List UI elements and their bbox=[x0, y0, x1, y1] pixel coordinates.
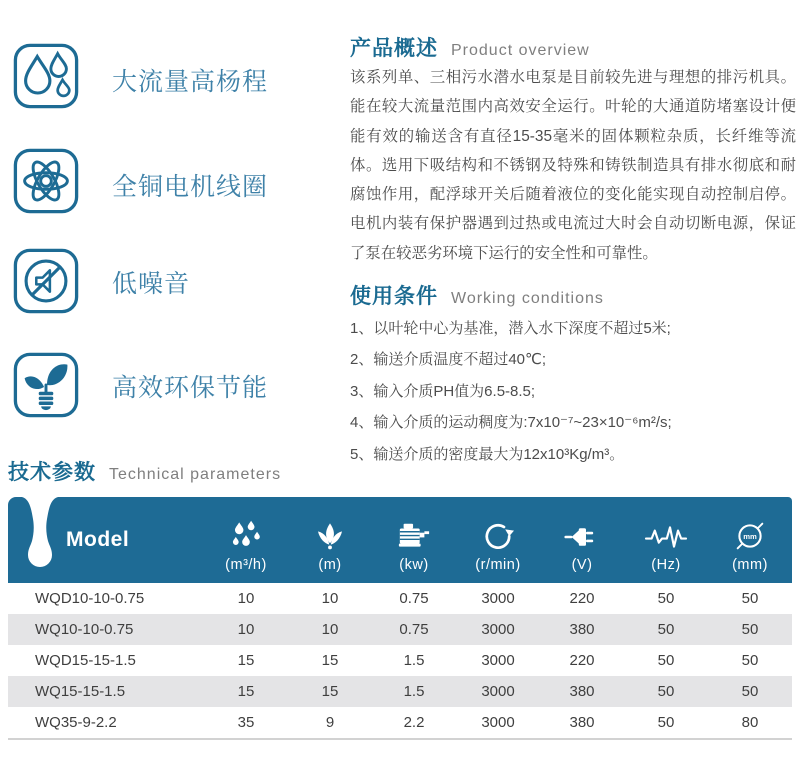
power-motor-icon bbox=[395, 513, 433, 553]
condition-item: 4、输入介质的运动稠度为:7x10⁻⁷~23×10⁻⁶m²/s; bbox=[350, 414, 672, 432]
table-row bbox=[8, 676, 792, 707]
model-cell: WQ15-15-1.5 bbox=[35, 683, 126, 700]
svg-text:mm: mm bbox=[743, 531, 757, 541]
condition-item: 5、输送介质的密度最大为12x10³Kg/m³。 bbox=[350, 445, 625, 463]
head-cell: 10 bbox=[321, 590, 339, 607]
column-header-diameter bbox=[708, 497, 792, 583]
speed-cell: 3000 bbox=[481, 590, 515, 607]
atom-coil-icon bbox=[12, 147, 80, 215]
voltage-plug-icon bbox=[560, 513, 604, 553]
parameters-section-heading bbox=[8, 456, 281, 486]
table-body bbox=[8, 583, 792, 740]
head-fountain-icon bbox=[314, 513, 346, 553]
head-cell: 15 bbox=[321, 652, 339, 669]
frequency-cell: 50 bbox=[657, 590, 675, 607]
voltage-cell: 380 bbox=[569, 683, 595, 700]
flow-cell: 10 bbox=[237, 590, 255, 607]
column-header-power bbox=[372, 497, 456, 583]
flow-cell: 15 bbox=[237, 652, 255, 669]
model-cell: WQD10-10-0.75 bbox=[35, 590, 145, 607]
diameter-cell: 50 bbox=[741, 683, 759, 700]
table-row bbox=[8, 614, 792, 645]
voltage-cell: 220 bbox=[569, 590, 595, 607]
feature-label: 高效环保节能 bbox=[112, 374, 269, 402]
speed-cell: 3000 bbox=[481, 683, 515, 700]
power-cell: 0.75 bbox=[399, 590, 429, 607]
frequency-cell: 50 bbox=[657, 652, 675, 669]
overview-title-zh: 产品概述 bbox=[350, 37, 438, 60]
diameter-cell: 80 bbox=[741, 714, 759, 731]
head-cell: 10 bbox=[321, 621, 339, 638]
eco-bulb-icon bbox=[12, 351, 80, 419]
unit-label: (r/min) bbox=[475, 557, 521, 573]
frequency-cell: 50 bbox=[657, 621, 675, 638]
overview-section-heading bbox=[350, 32, 590, 62]
flow-drops-icon bbox=[229, 513, 263, 553]
unit-label: (kw) bbox=[399, 557, 429, 573]
conditions-section-heading bbox=[350, 280, 604, 310]
unit-label: (mm) bbox=[732, 557, 768, 573]
model-cell: WQ10-10-0.75 bbox=[35, 621, 134, 638]
feature-label: 低噪音 bbox=[112, 270, 191, 298]
power-cell: 0.75 bbox=[399, 621, 429, 638]
table-row bbox=[8, 583, 792, 614]
power-cell: 2.2 bbox=[403, 714, 425, 731]
table-header-row bbox=[8, 497, 792, 583]
column-header-voltage bbox=[540, 497, 624, 583]
overview-paragraph: 该系列单、三相污水潜水电泵是目前较先进与理想的排污机具。能在较大流量范围内高效安全运行。叶轮的大通道防堵塞设计便能有效的输送含有直径15-35毫米的固体颗粒杂质，长纤维等流体。选用下吸结构和不锈钢及特殊和铸铁制造具有排水彻底和耐腐蚀作用，配浮球开关后随着液位的变化能实现自动控制启停。电机内装有保护器遇到过热或电流过大时会自动切断电源，保证了泵在较恶劣环境下运行的安全性和可靠性。 bbox=[350, 69, 796, 262]
parameters-title-zh: 技术参数 bbox=[8, 461, 96, 484]
parameters-table bbox=[8, 497, 792, 740]
voltage-cell: 380 bbox=[569, 621, 595, 638]
conditions-title-zh: 使用条件 bbox=[350, 285, 438, 308]
frequency-cell: 50 bbox=[657, 714, 675, 731]
flow-cell: 15 bbox=[237, 683, 255, 700]
parameters-title-en: Technical parameters bbox=[109, 466, 282, 483]
diameter-cell: 50 bbox=[741, 590, 759, 607]
column-header-frequency bbox=[624, 497, 708, 583]
speed-rotation-icon bbox=[482, 513, 514, 553]
feature-label: 全铜电机线圈 bbox=[112, 173, 269, 201]
unit-label: (Hz) bbox=[651, 557, 681, 573]
table-row bbox=[8, 707, 792, 738]
conditions-title-en: Working conditions bbox=[451, 290, 604, 307]
condition-item: 1、以叶轮中心为基准，潜入水下深度不超过5米; bbox=[350, 320, 671, 337]
column-header-head bbox=[288, 497, 372, 583]
flow-cell: 10 bbox=[237, 621, 255, 638]
voltage-cell: 380 bbox=[569, 714, 595, 731]
power-cell: 1.5 bbox=[403, 683, 425, 700]
unit-label: (m) bbox=[318, 557, 342, 573]
unit-label: (m³/h) bbox=[225, 557, 267, 573]
model-header-label: Model bbox=[66, 528, 130, 551]
voltage-cell: 220 bbox=[569, 652, 595, 669]
frequency-wave-icon bbox=[642, 513, 690, 553]
hanging-drop-icon bbox=[22, 497, 58, 576]
condition-item: 2、输送介质温度不超过40℃; bbox=[350, 351, 547, 369]
model-cell: WQD15-15-1.5 bbox=[35, 652, 136, 669]
diameter-cell: 50 bbox=[741, 652, 759, 669]
water-drops-icon bbox=[12, 42, 80, 110]
frequency-cell: 50 bbox=[657, 683, 675, 700]
condition-item: 3、输入介质PH值为6.5-8.5; bbox=[350, 382, 536, 400]
unit-label: (V) bbox=[571, 557, 593, 573]
speed-cell: 3000 bbox=[481, 652, 515, 669]
head-cell: 9 bbox=[325, 714, 335, 731]
flow-cell: 35 bbox=[237, 714, 255, 731]
conditions-list bbox=[350, 313, 796, 470]
head-cell: 15 bbox=[321, 683, 339, 700]
table-row bbox=[8, 645, 792, 676]
speed-cell: 3000 bbox=[481, 714, 515, 731]
column-header-flow bbox=[204, 497, 288, 583]
diameter-cell: 50 bbox=[741, 621, 759, 638]
overview-title-en: Product overview bbox=[451, 42, 590, 59]
mute-speaker-icon bbox=[12, 247, 80, 315]
speed-cell: 3000 bbox=[481, 621, 515, 638]
column-header-speed bbox=[456, 497, 540, 583]
model-cell: WQ35-9-2.2 bbox=[35, 714, 117, 731]
outlet-diameter-icon bbox=[733, 513, 767, 553]
feature-label: 大流量高杨程 bbox=[112, 68, 269, 96]
model-header-cell bbox=[8, 497, 204, 583]
power-cell: 1.5 bbox=[403, 652, 425, 669]
